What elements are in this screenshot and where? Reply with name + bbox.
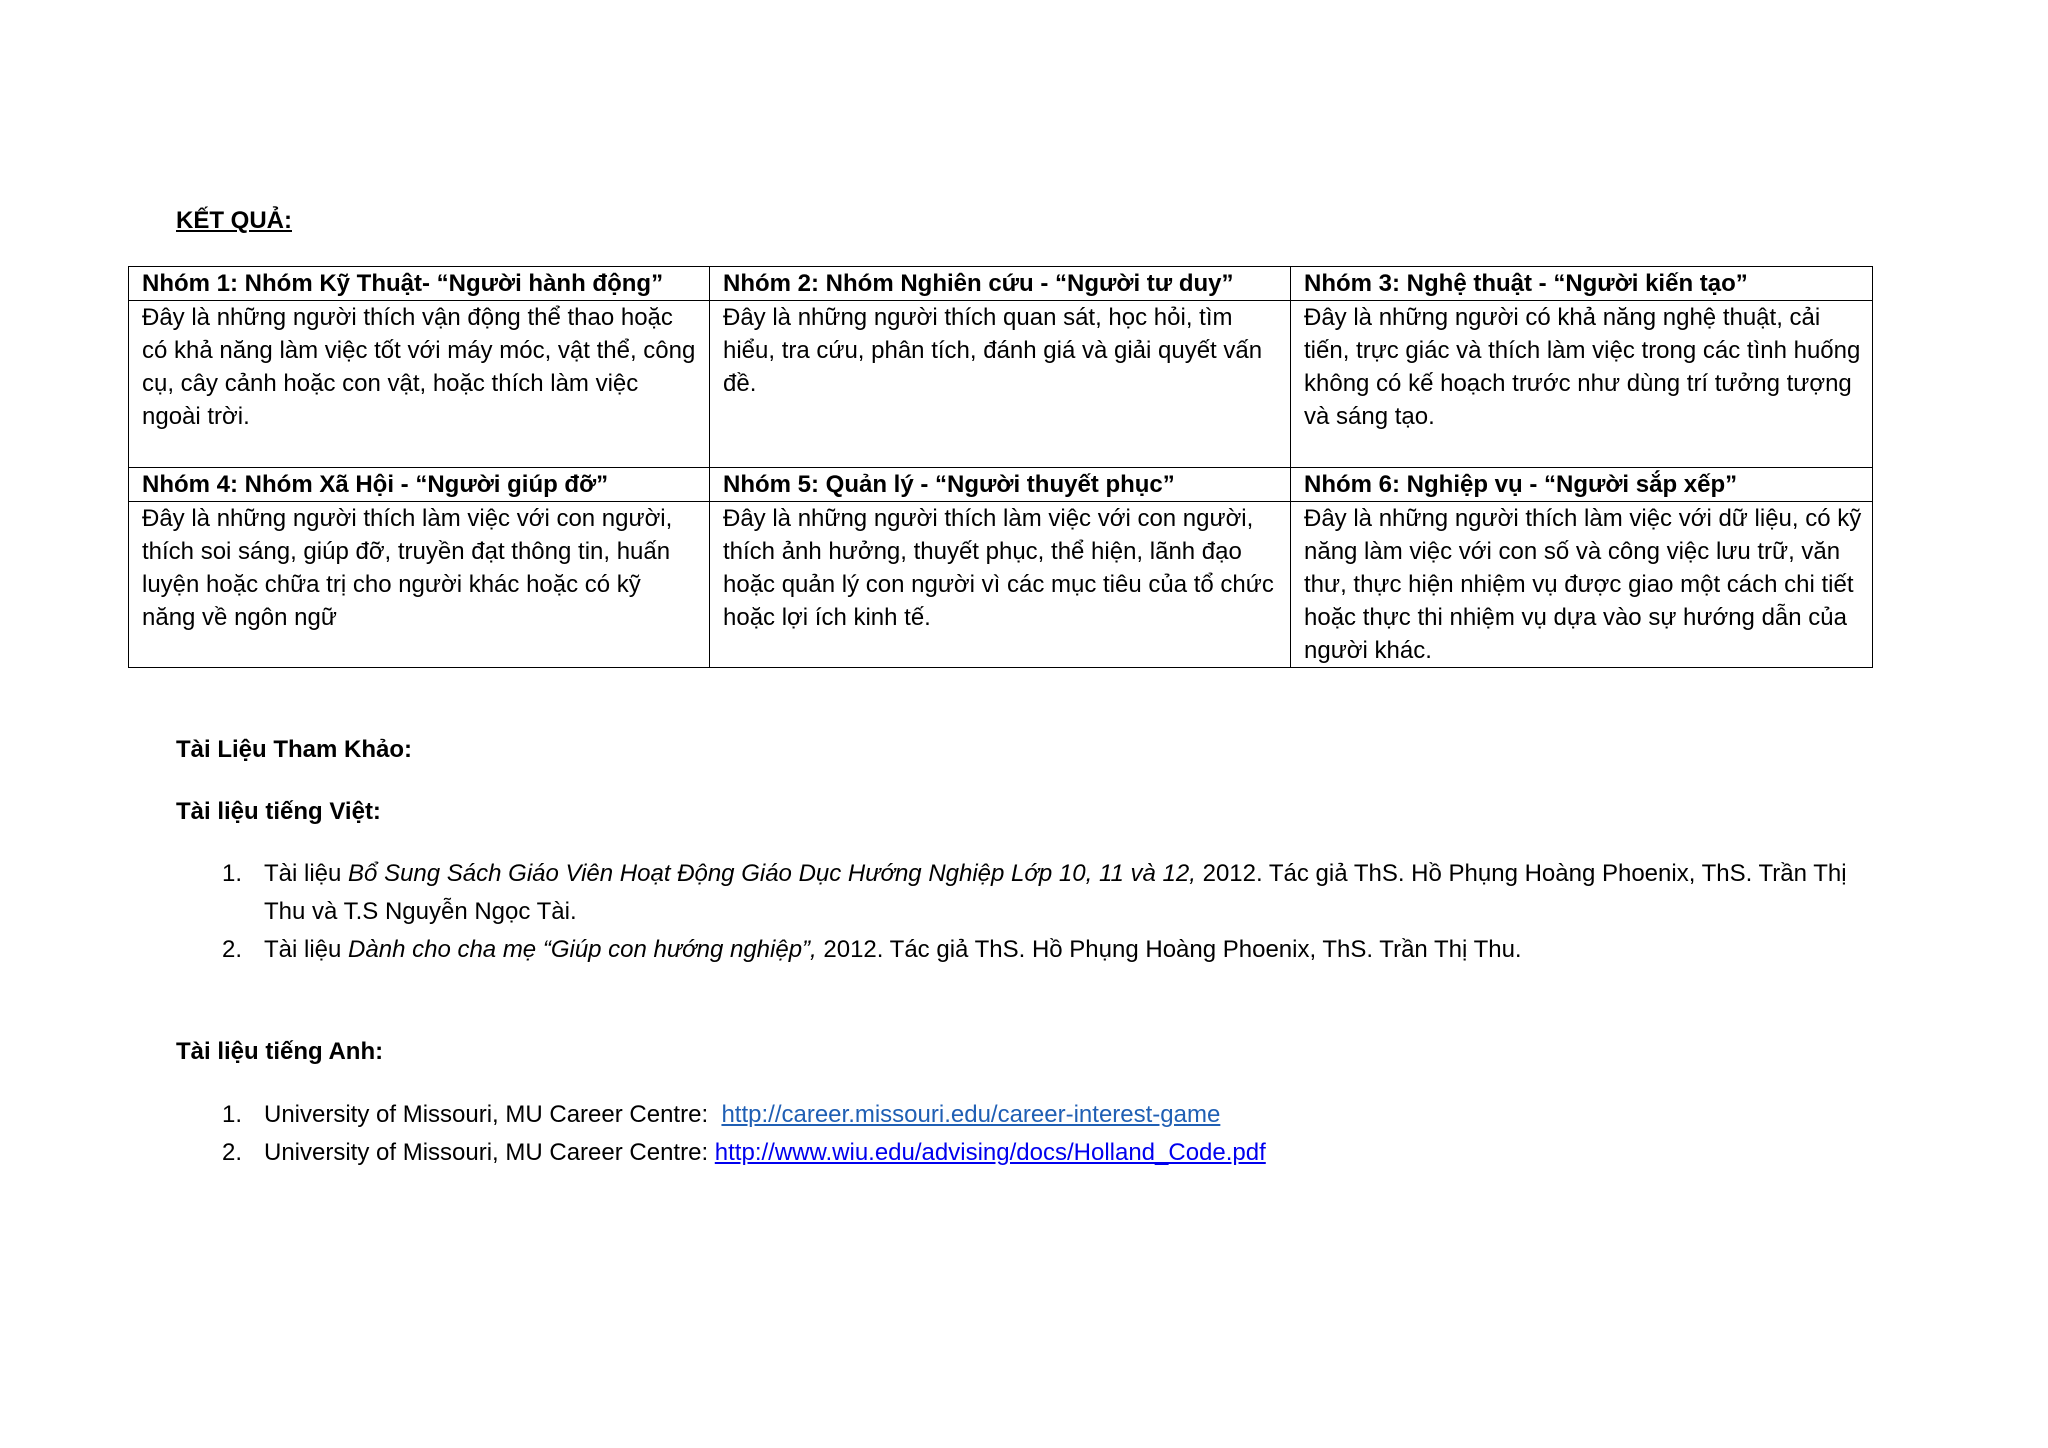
list-item <box>210 855 1890 931</box>
reference-prefix: Tài liệu <box>264 860 349 887</box>
list-item <box>210 931 1890 969</box>
group-2-description: Đây là những người thích quan sát, học hỏi, tìm hiểu, tra cứu, phân tích, đánh giá và giải quyết vấn đề. <box>710 301 1291 468</box>
group-5-header: Nhóm 5: Quản lý - “Người thuyết phục” <box>710 468 1291 502</box>
list-item <box>210 1134 1710 1172</box>
group-2-header: Nhóm 2: Nhóm Nghiên cứu - “Người tư duy” <box>710 267 1291 301</box>
list-number: 2. <box>222 936 243 963</box>
group-1-description: Đây là những người thích vận động thể thao hoặc có khả năng làm việc tốt với máy móc, vật thể, công cụ, cây cảnh hoặc con vật, hoặc thích làm việc ngoài trời. <box>129 301 710 468</box>
career-interest-game-link[interactable]: http://career.missouri.edu/career-interest-game <box>721 1101 1221 1128</box>
group-3-description: Đây là những người có khả năng nghệ thuật, cải tiến, trực giác và thích làm việc trong các tình huống không có kế hoạch trước như dùng trí tưởng tượng và sáng tạo. <box>1291 301 1873 468</box>
group-6-description: Đây là những người thích làm việc với dữ liệu, có kỹ năng làm việc với con số và công việc lưu trữ, văn thư, thực hiện nhiệm vụ được giao một cách chi tiết hoặc thực thi nhiệm vụ dựa vào sự hướng dẫn của người khác. <box>1291 502 1873 668</box>
reference-prefix: Tài liệu <box>264 936 349 963</box>
table-row-descriptions-1 <box>129 301 1873 468</box>
holland-code-pdf-link[interactable]: http://www.wiu.edu/advising/docs/Holland_Code.pdf <box>714 1139 1266 1166</box>
group-5-description: Đây là những người thích làm việc với con người, thích ảnh hưởng, thuyết phục, thể hiện, lãnh đạo hoặc quản lý con người vì các mục tiêu của tổ chức hoặc lợi ích kinh tế. <box>710 502 1291 668</box>
reference-details: 2012. Tác giả ThS. Hồ Phụng Hoàng Phoenix, ThS. Trần Thị Thu. <box>816 936 1522 963</box>
list-number: 1. <box>222 860 243 887</box>
list-number: 2. <box>222 1139 243 1166</box>
english-references-list <box>210 1096 1710 1172</box>
list-item <box>210 1096 1710 1134</box>
group-3-header: Nhóm 3: Nghệ thuật - “Người kiến tạo” <box>1291 267 1873 301</box>
group-1-header: Nhóm 1: Nhóm Kỹ Thuật- “Người hành động” <box>129 267 710 301</box>
english-references-title: Tài liệu tiếng Anh: <box>176 1038 384 1065</box>
vietnamese-references-title: Tài liệu tiếng Việt: <box>176 798 381 825</box>
table-row-headers-2 <box>129 468 1873 502</box>
table-row-descriptions-2 <box>129 502 1873 668</box>
reference-book-title: Bổ Sung Sách Giáo Viên Hoạt Động Giáo Dục Hướng Nghiệp Lớp 10, 11 và 12, <box>348 860 1196 887</box>
vietnamese-references-list <box>210 855 1890 969</box>
reference-book-title: Dành cho cha mẹ “Giúp con hướng nghiệp”, <box>348 936 817 963</box>
table-row-headers-1 <box>129 267 1873 301</box>
reference-source: University of Missouri, MU Career Centre: <box>264 1101 722 1128</box>
list-number: 1. <box>222 1101 243 1128</box>
group-4-header: Nhóm 4: Nhóm Xã Hội - “Người giúp đỡ” <box>129 468 710 502</box>
group-6-header: Nhóm 6: Nghiệp vụ - “Người sắp xếp” <box>1291 468 1873 502</box>
reference-details: 2012. Tác giả ThS. Hồ Phụng Hoàng Phoenix, ThS. Trần Thị Thu và T.S Nguyễn Ngọc Tài. <box>264 860 1847 925</box>
reference-source: University of Missouri, MU Career Centre: <box>264 1139 715 1166</box>
results-title: KẾT QUẢ: <box>176 207 292 234</box>
group-4-description: Đây là những người thích làm việc với con người, thích soi sáng, giúp đỡ, truyền đạt thông tin, huấn luyện hoặc chữa trị cho người khác hoặc có kỹ năng về ngôn ngữ <box>129 502 710 668</box>
career-groups-table <box>128 266 1873 668</box>
references-title: Tài Liệu Tham Khảo: <box>176 736 413 763</box>
